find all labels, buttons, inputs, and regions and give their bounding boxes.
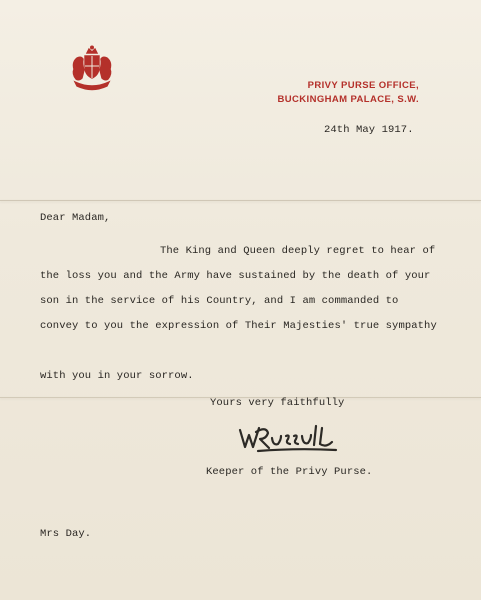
body-line: The King and Queen deeply regret to hear of [160,245,436,257]
body-line: son in the service of his Country, and I am commanded to [40,295,399,307]
recipient-name: Mrs Day. [40,528,92,540]
handwritten-signature [236,420,348,454]
body-line: with you in your sorrow. [40,370,194,382]
letterhead-office: PRIVY PURSE OFFICE, [307,80,419,91]
signatory-title: Keeper of the Privy Purse. [206,466,373,478]
body-line: convey to you the expression of Their Majesties' true sympathy [40,320,437,332]
letterhead-address: BUCKINGHAM PALACE, S.W. [277,94,419,105]
paper-fold-upper [0,200,481,201]
closing: Yours very faithfully [210,397,345,409]
body-line: the loss you and the Army have sustained by the death of your [40,270,431,282]
royal-coat-of-arms-icon [66,44,118,92]
salutation: Dear Madam, [40,212,111,224]
letter-date: 24th May 1917. [324,124,414,136]
